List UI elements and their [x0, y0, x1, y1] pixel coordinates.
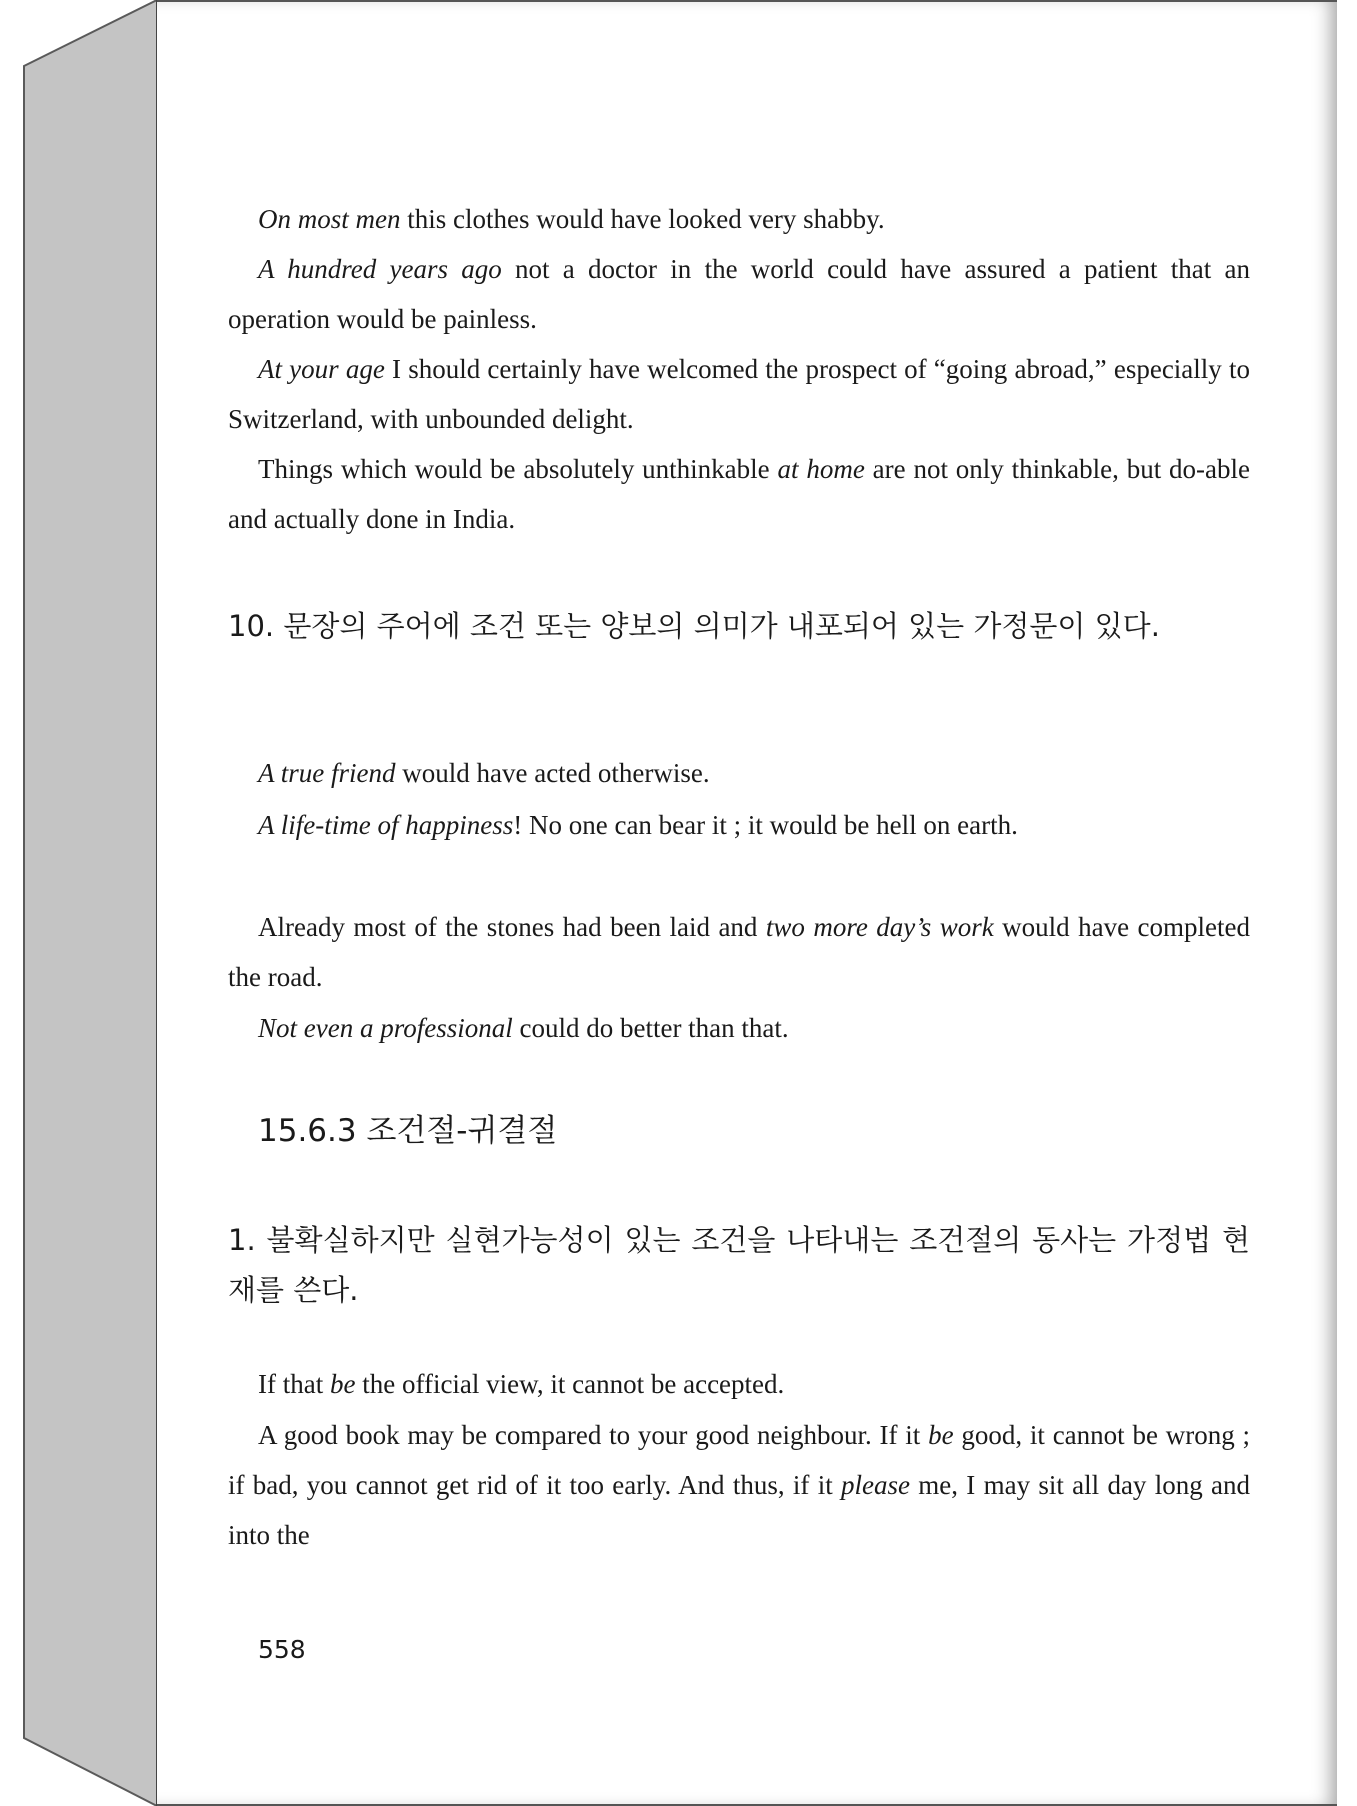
- example-sentence: On most men this clothes would have looked very shabby.: [258, 204, 885, 234]
- example-sentence: A hundred years ago not a doctor in the world could have assured a patient that an operation would be painless.: [228, 254, 1251, 334]
- example-sentence: Things which would be absolutely unthinkable at home are not only thinkable, but do-able and actually done in India.: [228, 454, 1251, 534]
- example-sentence: At your age I should certainly have welcomed the prospect of “going abroad,” especially to Switzerland, with unbounded delight.: [228, 354, 1250, 434]
- example-sentence: A true friend would have acted otherwise.: [258, 758, 710, 788]
- page-number: 558: [258, 1635, 306, 1664]
- example-sentence: Not even a professional could do better than that.: [258, 1013, 789, 1043]
- subsection-title: 15.6.3 조건절-귀결절: [258, 1113, 558, 1149]
- example-sentence: If that be the official view, it cannot be accepted.: [258, 1369, 785, 1399]
- example-sentence: A good book may be compared to your good neighbour. If it be good, it cannot be wrong ; if bad, you cannot get rid of it too early. And thus, if it please me, I may sit all day long and into the: [228, 1420, 1251, 1550]
- rule-heading-1: 1. 불확실하지만 실현가능성이 있는 조건을 나타내는 조건절의 동사는 가정법 현재를 쓴다.: [228, 1223, 1250, 1307]
- example-sentence: Already most of the stones had been laid and two more day’s work would have completed the road.: [228, 912, 1250, 992]
- example-sentence: A life-time of happiness! No one can bear it ; it would be hell on earth.: [258, 810, 1018, 840]
- rule-heading-10: 10. 문장의 주어에 조건 또는 양보의 의미가 내포되어 있는 가정문이 있다.: [228, 609, 1160, 643]
